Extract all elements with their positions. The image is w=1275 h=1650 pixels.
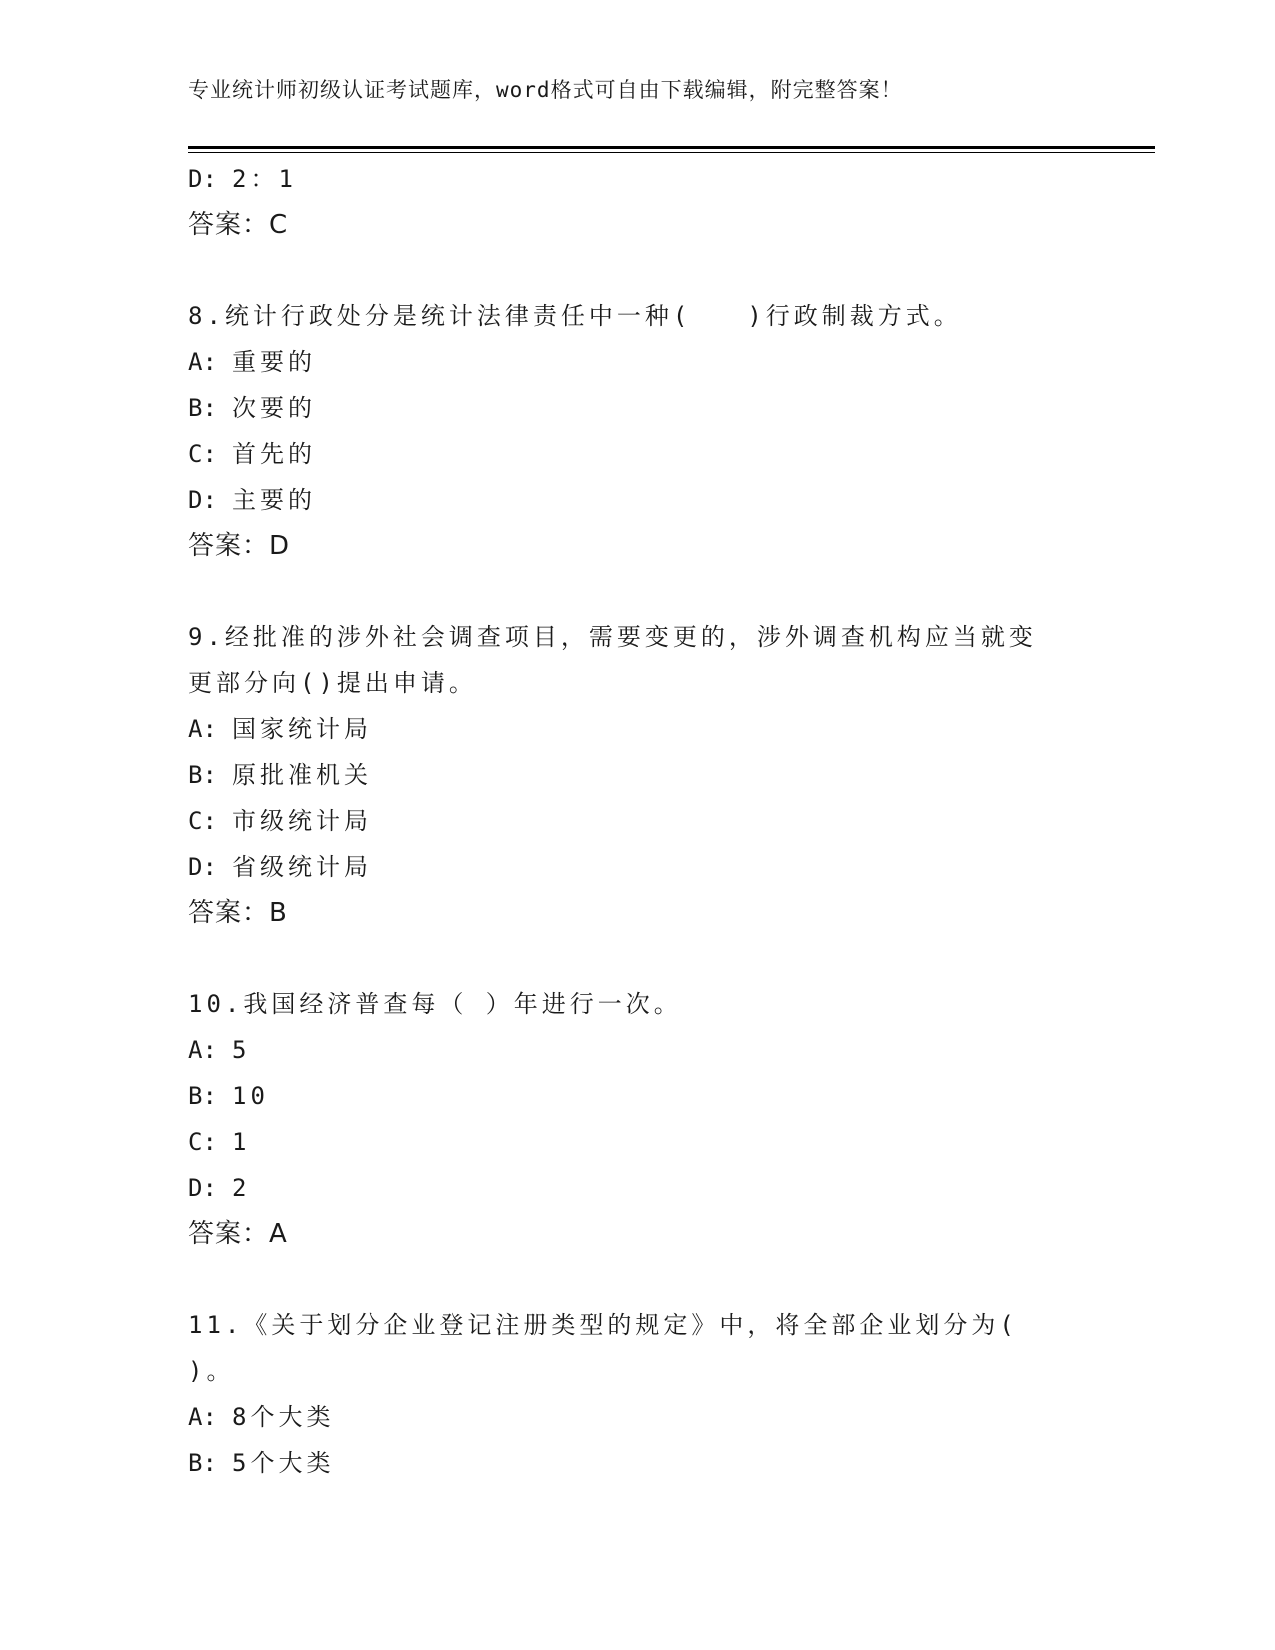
option-label: B:	[188, 1082, 217, 1110]
option-a	[188, 706, 1088, 752]
option-label: C:	[188, 440, 217, 468]
question-spacer	[188, 569, 1088, 614]
option-label: B:	[188, 394, 217, 422]
question-list	[188, 248, 1088, 1486]
option-a	[188, 1394, 1088, 1440]
option-label: B:	[188, 1449, 217, 1477]
option-text: 10	[232, 1082, 269, 1110]
option-a	[188, 339, 1088, 385]
question-spacer	[188, 936, 1088, 981]
question-stem: 9.经批准的涉外社会调查项目，需要变更的，涉外调查机构应当就变	[188, 623, 1037, 651]
answer-line: 答案：D	[188, 531, 291, 561]
question-spacer	[188, 248, 1088, 293]
option-text: 8个大类	[232, 1403, 335, 1431]
option-label: A:	[188, 715, 217, 743]
question-stem: 11.《关于划分企业登记注册类型的规定》中，将全部企业划分为(	[188, 1311, 1018, 1339]
option-text: 1	[232, 1128, 251, 1156]
header-rule-thick	[188, 146, 1155, 149]
option-a	[188, 1027, 1088, 1073]
answer-line: 答案：B	[188, 898, 288, 928]
page-header: 专业统计师初级认证考试题库，word格式可自由下载编辑，附完整答案！	[188, 78, 903, 102]
option-text: 重要的	[232, 348, 316, 376]
option-text: 2：1	[232, 165, 297, 193]
option-label: A:	[188, 1036, 217, 1064]
option-c	[188, 798, 1088, 844]
option-d	[188, 844, 1088, 890]
answer-line: 答案：C	[188, 210, 289, 240]
option-text: 2	[232, 1174, 251, 1202]
option-text: 国家统计局	[232, 715, 372, 743]
question-stem: 更部分向()提出申请。	[188, 669, 477, 697]
option-d	[188, 1165, 1088, 1211]
question-stem: 10.我国经济普查每（ ）年进行一次。	[188, 990, 682, 1018]
option-label: A:	[188, 348, 217, 376]
option-b	[188, 752, 1088, 798]
option-d	[188, 156, 1088, 202]
question-content	[188, 156, 1088, 1486]
option-text: 次要的	[232, 394, 316, 422]
question-stem: )。	[188, 1357, 235, 1385]
option-label: C:	[188, 1128, 217, 1156]
option-label: D:	[188, 853, 217, 881]
option-text: 省级统计局	[232, 853, 372, 881]
option-text: 原批准机关	[232, 761, 372, 789]
option-label: D:	[188, 165, 217, 193]
option-label: D:	[188, 486, 217, 514]
question-spacer	[188, 1257, 1088, 1302]
question-stem: 8.统计行政处分是统计法律责任中一种( )行政制裁方式。	[188, 302, 962, 330]
option-text: 主要的	[232, 486, 316, 514]
option-text: 首先的	[232, 440, 316, 468]
option-text: 5个大类	[232, 1449, 335, 1477]
header-rule-thin	[188, 152, 1155, 153]
option-b	[188, 1440, 1088, 1486]
option-label: D:	[188, 1174, 217, 1202]
option-label: C:	[188, 807, 217, 835]
option-b	[188, 1073, 1088, 1119]
option-label: B:	[188, 761, 217, 789]
option-text: 5	[232, 1036, 251, 1064]
answer-line: 答案：A	[188, 1219, 288, 1249]
option-text: 市级统计局	[232, 807, 372, 835]
option-d	[188, 477, 1088, 523]
option-c	[188, 1119, 1088, 1165]
option-b	[188, 385, 1088, 431]
option-c	[188, 431, 1088, 477]
option-label: A:	[188, 1403, 217, 1431]
